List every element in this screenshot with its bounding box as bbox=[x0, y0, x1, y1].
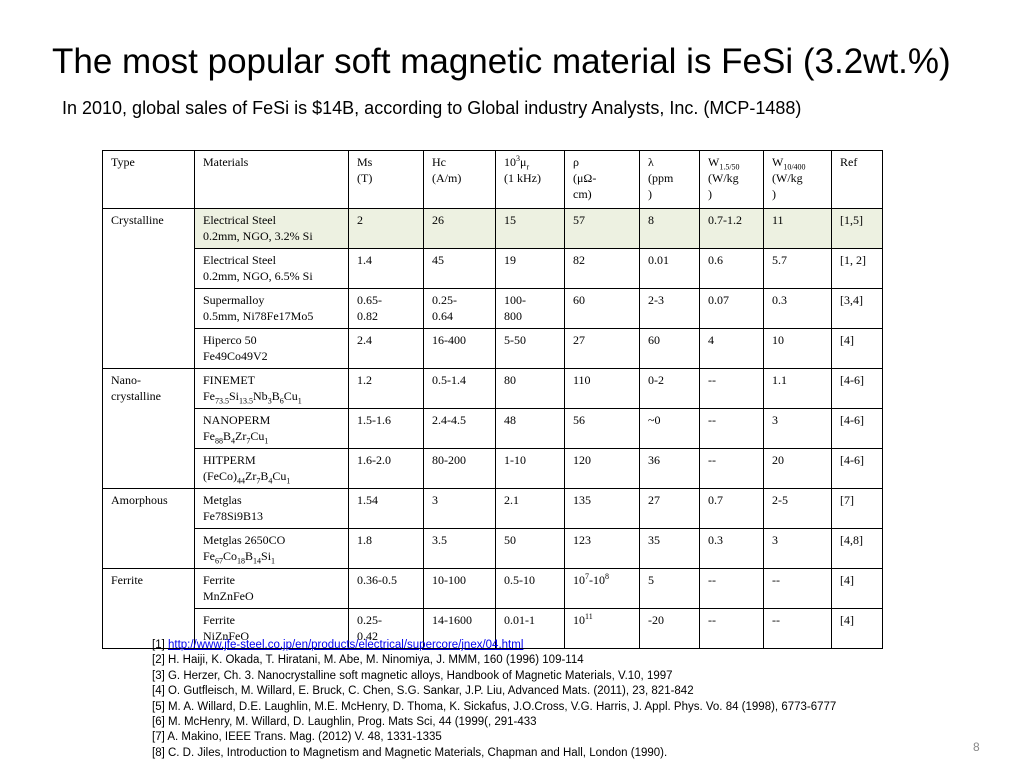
value-cell: 0.36-0.5 bbox=[349, 569, 424, 609]
value-cell: 50 bbox=[496, 529, 565, 569]
value-cell: [4-6] bbox=[832, 369, 883, 409]
value-cell: 1.4 bbox=[349, 249, 424, 289]
value-cell: [4] bbox=[832, 569, 883, 609]
value-cell: 2-3 bbox=[640, 289, 700, 329]
table-row bbox=[103, 409, 883, 449]
value-cell: -20 bbox=[640, 609, 700, 649]
column-header: $W_{10/400}$ (W/kg ) bbox=[764, 151, 832, 209]
value-cell: 1.5-1.6 bbox=[349, 409, 424, 449]
value-cell: 2.1 bbox=[496, 489, 565, 529]
table-row bbox=[103, 289, 883, 329]
value-cell: 2-5 bbox=[764, 489, 832, 529]
value-cell: 4 bbox=[700, 329, 764, 369]
value-cell: 5-50 bbox=[496, 329, 565, 369]
value-cell: 27 bbox=[565, 329, 640, 369]
value-cell: 10 bbox=[764, 329, 832, 369]
column-header: λ (ppm ) bbox=[640, 151, 700, 209]
value-cell: 0.7 bbox=[700, 489, 764, 529]
material-cell: FINEMET $Fe_{73.5}Si_{13.5}Nb_3B_6Cu_1$ bbox=[195, 369, 349, 409]
material-cell: Metglas Fe78Si9B13 bbox=[195, 489, 349, 529]
value-cell: 11 bbox=[764, 209, 832, 249]
value-cell: 135 bbox=[565, 489, 640, 529]
material-cell: HITPERM $(FeCo)_{44}Zr_7B_4Cu_1$ bbox=[195, 449, 349, 489]
material-type-cell: Ferrite bbox=[103, 569, 195, 649]
value-cell: [4-6] bbox=[832, 449, 883, 489]
value-cell: 1.1 bbox=[764, 369, 832, 409]
value-cell: $10^7-10^8$ bbox=[565, 569, 640, 609]
value-cell: 16-400 bbox=[424, 329, 496, 369]
value-cell: 57 bbox=[565, 209, 640, 249]
value-cell: [4-6] bbox=[832, 409, 883, 449]
reference-item: [4] O. Gutfleisch, M. Willard, E. Bruck, C. Chen, S.G. Sankar, J.P. Liu, Advanced Mats. (2011), 23, 821-842 bbox=[152, 685, 694, 698]
slide-subtitle: In 2010, global sales of FeSi is $14B, according to Global industry Analysts, Inc. (MCP-1488) bbox=[62, 98, 802, 118]
reference-item: [7] A. Makino, IEEE Trans. Mag. (2012) V. 48, 1331-1335 bbox=[152, 731, 442, 744]
material-cell: Ferrite NiZnFeO bbox=[195, 609, 349, 649]
value-cell: 0.25- 0.64 bbox=[424, 289, 496, 329]
value-cell: [7] bbox=[832, 489, 883, 529]
value-cell: 35 bbox=[640, 529, 700, 569]
value-cell: 60 bbox=[640, 329, 700, 369]
value-cell: 120 bbox=[565, 449, 640, 489]
material-cell: Metglas 2650CO $Fe_{67}Co_{18}B_{14}Si_1$ bbox=[195, 529, 349, 569]
value-cell: 0.3 bbox=[764, 289, 832, 329]
value-cell: 3.5 bbox=[424, 529, 496, 569]
value-cell: 2.4 bbox=[349, 329, 424, 369]
column-header: $10^3\mu_r$ (1 kHz) bbox=[496, 151, 565, 209]
value-cell: 10-100 bbox=[424, 569, 496, 609]
value-cell: 14-1600 bbox=[424, 609, 496, 649]
reference-item: [6] M. McHenry, M. Willard, D. Laughlin, Prog. Mats Sci, 44 (1999(, 291-433 bbox=[152, 716, 537, 729]
value-cell: 1-10 bbox=[496, 449, 565, 489]
material-cell: Electrical Steel 0.2mm, NGO, 6.5% Si bbox=[195, 249, 349, 289]
table-row bbox=[103, 369, 883, 409]
reference-item bbox=[152, 638, 836, 653]
table-row bbox=[103, 249, 883, 289]
value-cell: 82 bbox=[565, 249, 640, 289]
value-cell: 3 bbox=[424, 489, 496, 529]
value-cell: $10^{11}$ bbox=[565, 609, 640, 649]
value-cell: -- bbox=[764, 609, 832, 649]
value-cell: 0.7-1.2 bbox=[700, 209, 764, 249]
value-cell: -- bbox=[700, 449, 764, 489]
value-cell: -- bbox=[700, 409, 764, 449]
reference-item: [8] C. D. Jiles, Introduction to Magnetism and Magnetic Materials, Chapman and Hall, London (1990). bbox=[152, 746, 668, 759]
value-cell: 19 bbox=[496, 249, 565, 289]
value-cell: 45 bbox=[424, 249, 496, 289]
material-cell: Hiperco 50 Fe49Co49V2 bbox=[195, 329, 349, 369]
reference-item: [5] M. A. Willard, D.E. Laughlin, M.E. McHenry, D. Thoma, K. Sickafus, J.O.Cross, V.G. Harris, J. Appl. Phys. Vo. 84 (1998), 6773-6777 bbox=[152, 700, 837, 713]
value-cell: [4,8] bbox=[832, 529, 883, 569]
value-cell: [4] bbox=[832, 609, 883, 649]
value-cell: 15 bbox=[496, 209, 565, 249]
material-cell: Electrical Steel 0.2mm, NGO, 3.2% Si bbox=[195, 209, 349, 249]
value-cell: -- bbox=[764, 569, 832, 609]
value-cell: 80 bbox=[496, 369, 565, 409]
materials-table bbox=[102, 150, 883, 649]
value-cell: 0.01-1 bbox=[496, 609, 565, 649]
material-cell: Ferrite MnZnFeO bbox=[195, 569, 349, 609]
value-cell: 20 bbox=[764, 449, 832, 489]
column-header: Type bbox=[103, 151, 195, 209]
reference-label: [1] bbox=[152, 639, 168, 651]
column-header: Materials bbox=[195, 151, 349, 209]
value-cell: 0.3 bbox=[700, 529, 764, 569]
value-cell: 48 bbox=[496, 409, 565, 449]
value-cell: 0.6 bbox=[700, 249, 764, 289]
value-cell: 27 bbox=[640, 489, 700, 529]
value-cell: [4] bbox=[832, 329, 883, 369]
value-cell: 0.5-1.4 bbox=[424, 369, 496, 409]
value-cell: 2 bbox=[349, 209, 424, 249]
value-cell: 0-2 bbox=[640, 369, 700, 409]
table-header-row bbox=[103, 151, 883, 209]
table-row bbox=[103, 329, 883, 369]
value-cell: 2.4-4.5 bbox=[424, 409, 496, 449]
references-list bbox=[152, 638, 836, 761]
column-header: ρ (μΩ- cm) bbox=[565, 151, 640, 209]
value-cell: [1,5] bbox=[832, 209, 883, 249]
value-cell: [1, 2] bbox=[832, 249, 883, 289]
value-cell: 1.6-2.0 bbox=[349, 449, 424, 489]
value-cell: 8 bbox=[640, 209, 700, 249]
table-row bbox=[103, 529, 883, 569]
value-cell: 0.01 bbox=[640, 249, 700, 289]
material-type-cell: Crystalline bbox=[103, 209, 195, 369]
value-cell: [3,4] bbox=[832, 289, 883, 329]
value-cell: -- bbox=[700, 569, 764, 609]
value-cell: 56 bbox=[565, 409, 640, 449]
column-header: Ms (T) bbox=[349, 151, 424, 209]
material-type-cell: Nano- crystalline bbox=[103, 369, 195, 489]
column-header: Hc (A/m) bbox=[424, 151, 496, 209]
value-cell: 3 bbox=[764, 409, 832, 449]
value-cell: 80-200 bbox=[424, 449, 496, 489]
table-row bbox=[103, 209, 883, 249]
value-cell: 26 bbox=[424, 209, 496, 249]
material-type-cell: Amorphous bbox=[103, 489, 195, 569]
value-cell: 1.2 bbox=[349, 369, 424, 409]
column-header: Ref bbox=[832, 151, 883, 209]
reference-item: [3] G. Herzer, Ch. 3. Nanocrystalline soft magnetic alloys, Handbook of Magnetic Materials, V.10, 1997 bbox=[152, 669, 673, 682]
value-cell: 1.8 bbox=[349, 529, 424, 569]
value-cell: 60 bbox=[565, 289, 640, 329]
material-cell: NANOPERM $Fe_{88}B_4Zr_7Cu_1$ bbox=[195, 409, 349, 449]
page-number: 8 bbox=[973, 740, 980, 754]
table-row bbox=[103, 569, 883, 609]
value-cell: 5.7 bbox=[764, 249, 832, 289]
reference-item: [2] H. Haiji, K. Okada, T. Hiratani, M. Abe, M. Ninomiya, J. MMM, 160 (1996) 109-114 bbox=[152, 654, 584, 667]
table-row bbox=[103, 449, 883, 489]
value-cell: 0.07 bbox=[700, 289, 764, 329]
reference-link[interactable]: http://www.jfe-steel.co.jp/en/products/electrical/supercore/jnex/04.html bbox=[167, 639, 524, 651]
value-cell: 3 bbox=[764, 529, 832, 569]
value-cell: ~0 bbox=[640, 409, 700, 449]
value-cell: 110 bbox=[565, 369, 640, 409]
value-cell: 5 bbox=[640, 569, 700, 609]
value-cell: -- bbox=[700, 609, 764, 649]
column-header: $W_{1.5/50}$ (W/kg ) bbox=[700, 151, 764, 209]
value-cell: 1.54 bbox=[349, 489, 424, 529]
value-cell: 123 bbox=[565, 529, 640, 569]
value-cell: -- bbox=[700, 369, 764, 409]
material-cell: Supermalloy 0.5mm, Ni78Fe17Mo5 bbox=[195, 289, 349, 329]
value-cell: 0.25- 0.42 bbox=[349, 609, 424, 649]
value-cell: 0.65- 0.82 bbox=[349, 289, 424, 329]
value-cell: 100- 800 bbox=[496, 289, 565, 329]
value-cell: 36 bbox=[640, 449, 700, 489]
slide-title: The most popular soft magnetic material is FeSi (3.2wt.%) bbox=[52, 42, 951, 81]
value-cell: 0.5-10 bbox=[496, 569, 565, 609]
table-row bbox=[103, 489, 883, 529]
